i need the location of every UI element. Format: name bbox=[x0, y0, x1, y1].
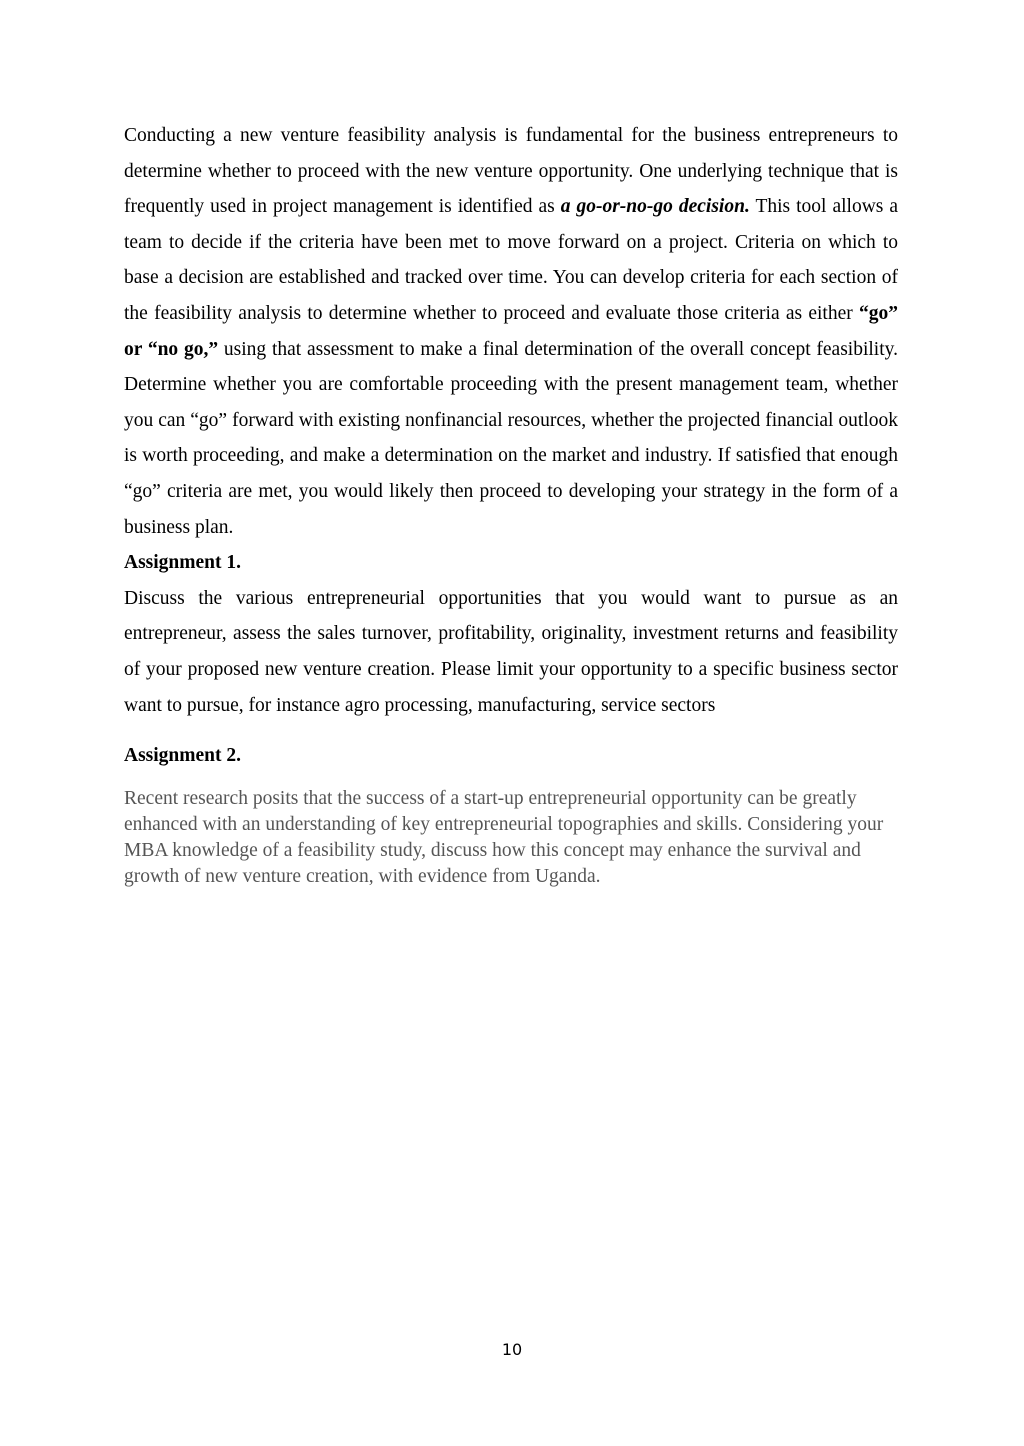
intro-text-part1: Conducting a new venture feasibility analysis is fundamental for the business entrepreneurs to determine whether to proceed with the new venture opportunity. One underlying technique that is frequently used in project management is identified as bbox=[124, 125, 898, 218]
assignment1-text: Discuss the various entrepreneurial opportunities that you would want to pursue as an entrepreneur, assess the sales turnover, profitability, originality, investment returns and feasibility of your proposed new venture creation. Please limit your opportunity to a specific business sector want to pursue, for instance agro processing, manufacturing, service sectors bbox=[124, 587, 898, 716]
intro-bold-phrase: “go” or “no go,” bbox=[124, 302, 898, 360]
assignment2-text: Recent research posits that the success of a start-up entrepreneurial opportunity can be greatly enhanced with an understanding of key entrepreneurial topographies and skills. Considering your MBA knowledge of a feasibility study, discuss how this concept may enhance the survival and growth of new venture creation, with evidence from Uganda. bbox=[124, 787, 884, 887]
page-number: 10 bbox=[501, 1340, 523, 1359]
page-content bbox=[124, 118, 898, 890]
intro-text-part3: using that assessment to make a final determination of the overall concept feasibility. Determine whether you are comfortable proceeding with the present management team, whether you can “go” forward with existing nonfinancial resources, whether the projected financial outlook is worth proceeding, and make a determination on the market and industry. If satisfied that enough “go” criteria are met, you would likely then proceed to developing your strategy in the form of a business plan. bbox=[124, 338, 898, 538]
assignment2-heading: Assignment 2. bbox=[124, 745, 242, 767]
intro-emphasis bbox=[561, 196, 750, 217]
intro-emphasis-text: a go-or-no-go decision. bbox=[560, 196, 750, 218]
intro-paragraph bbox=[124, 118, 898, 545]
assignment1-heading: Assignment 1. bbox=[124, 552, 242, 574]
intro-text-part2: This tool allows a team to decide if the criteria have been met to move forward on a project. Criteria on which to base a decision are established and tracked over time. You can develop criteria for each section of the feasibility analysis to determine whether to proceed and evaluate those criteria as either bbox=[124, 196, 899, 324]
